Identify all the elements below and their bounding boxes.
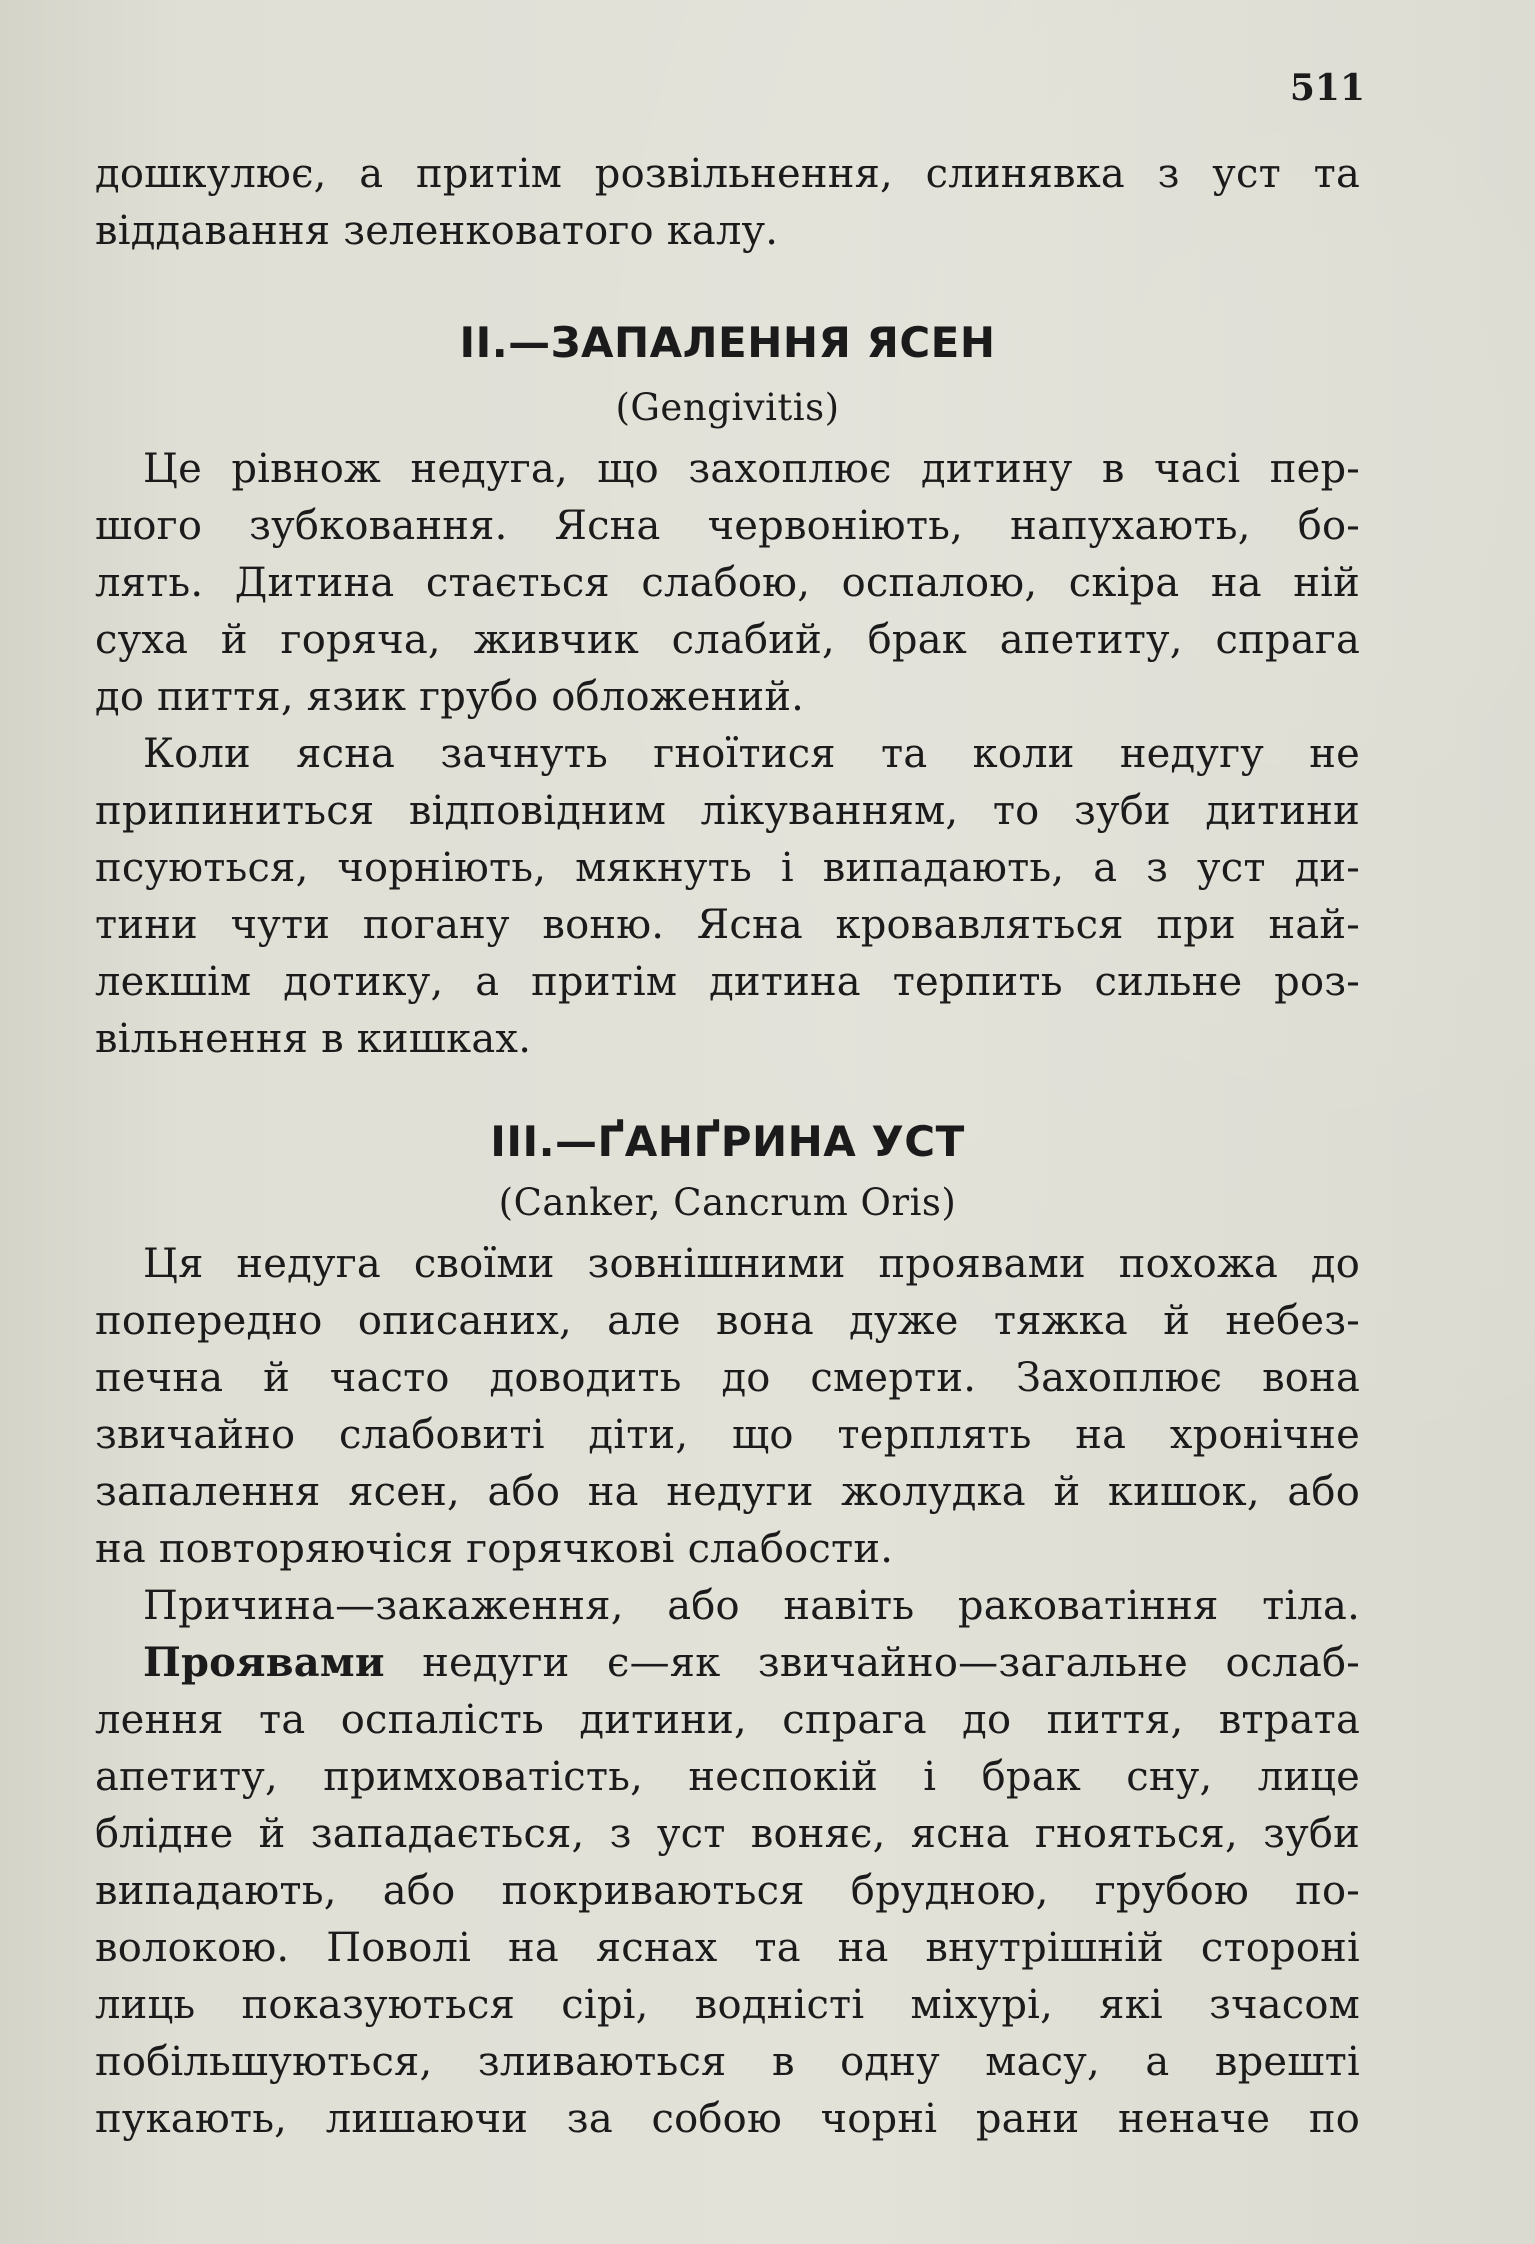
text-line: лення та оспалість дитини, спрага до пиття, втрата bbox=[95, 1697, 1360, 1743]
text-line: запалення ясен, або на недуги жолудка й кишок, або bbox=[95, 1469, 1360, 1515]
page-number: 511 bbox=[1289, 67, 1365, 109]
text-line: на повторяючіся горячкові слабости. bbox=[95, 1526, 894, 1572]
section-subheading: (Canker, Cancrum Oris) bbox=[498, 1181, 957, 1224]
text-line: тини чути погану воню. Ясна кровавляться при най- bbox=[95, 902, 1360, 948]
text-line: Ця недуга своїми зовнішними проявами похожа до bbox=[143, 1241, 1360, 1287]
text-line: до пиття, язик грубо обложений. bbox=[95, 674, 805, 720]
text-line bbox=[143, 1639, 1360, 1687]
text-line: вільнення в кишках. bbox=[95, 1016, 532, 1062]
text-line: Коли ясна зачнуть гноїтися та коли недугу не bbox=[143, 731, 1360, 777]
section-heading: II.—ЗАПАЛЕННЯ ЯСЕН bbox=[459, 318, 996, 367]
text-line: випадають, або покриваються брудною, грубою по- bbox=[95, 1868, 1360, 1914]
bold-lead-word: Проявами bbox=[143, 1639, 385, 1686]
section-heading: III.—ҐАНҐРИНА УСТ bbox=[490, 1117, 965, 1166]
section-subheading: (Gengivitis) bbox=[615, 386, 840, 429]
text-line: блідне й западається, з уст воняє, ясна гнояться, зуби bbox=[95, 1811, 1360, 1857]
text-line: лять. Дитина стається слабою, оспалою, скіра на ній bbox=[95, 560, 1360, 606]
text-line: суха й горяча, живчик слабий, брак апетиту, спрага bbox=[95, 617, 1360, 663]
text-line: віддавання зеленковатого калу. bbox=[95, 208, 779, 254]
text-line: волокою. Поволі на яснах та на внутрішній стороні bbox=[95, 1925, 1360, 1971]
text-line: апетиту, примховатість, неспокій і брак сну, лице bbox=[95, 1754, 1360, 1800]
text-line: побільшуються, зливаються в одну масу, а врешті bbox=[95, 2039, 1360, 2085]
text-line: псуються, чорніють, мякнуть і випадають, а з уст ди- bbox=[95, 845, 1360, 891]
text-line: Причина—закаження, або навіть раковатіння тіла. bbox=[143, 1583, 1360, 1629]
text-line: шого зубковання. Ясна червоніють, напухають, бо- bbox=[95, 503, 1360, 549]
text-line: звичайно слабовиті діти, що терплять на хронічне bbox=[95, 1412, 1360, 1458]
text-line: дошкулює, а притім розвільнення, слинявка з уст та bbox=[95, 151, 1360, 197]
text-line: печна й часто доводить до смерти. Захоплює вона bbox=[95, 1355, 1360, 1401]
text-line: попередно описаних, але вона дуже тяжка й небез- bbox=[95, 1298, 1360, 1344]
text-line: Це рівнож недуга, що захоплює дитину в часі пер- bbox=[143, 446, 1360, 492]
text-fragment: недуги є—як звичайно—загальне ослаб- bbox=[422, 1640, 1360, 1686]
text-line: припиниться відповідним лікуванням, то зуби дитини bbox=[95, 788, 1360, 834]
text-line: пукають, лишаючи за собою чорні рани неначе по bbox=[95, 2096, 1360, 2142]
text-line: лекшім дотику, а притім дитина терпить сильне роз- bbox=[95, 959, 1360, 1005]
text-line: лиць показуються сірі, водністі міхурі, які зчасом bbox=[95, 1982, 1360, 2028]
